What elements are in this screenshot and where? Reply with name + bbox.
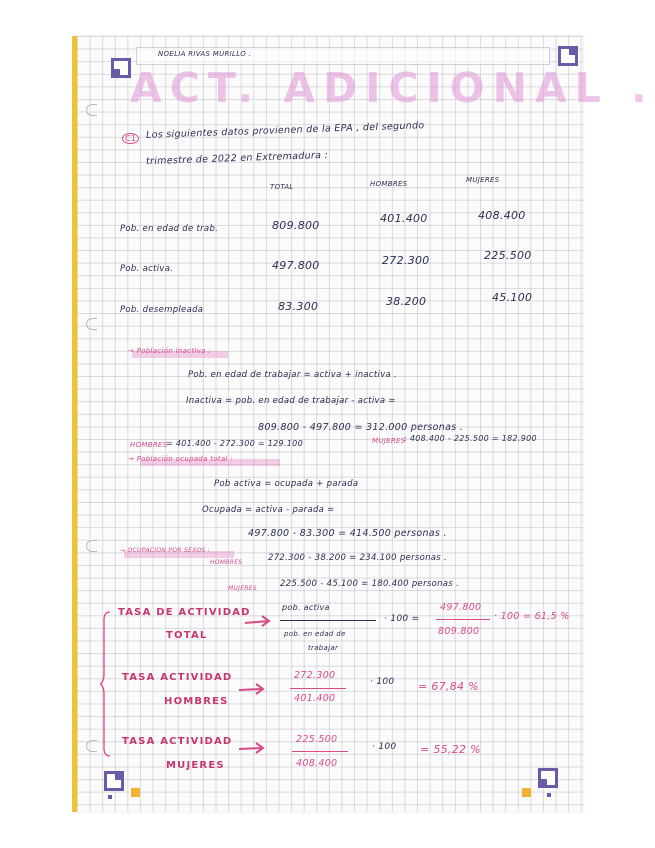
intro-line-1: Los siguientes datos provienen de la EPA , del segundo xyxy=(145,120,425,141)
section-heading-inactiva: → Población inactiva : xyxy=(128,347,211,355)
exercise-number: C1 xyxy=(122,133,139,144)
dot-icon xyxy=(108,795,112,799)
formula: Pob. en edad de trabajar = activa + inactiva . xyxy=(188,370,398,380)
calculation: 497.800 - 83.300 = 414.500 personas . xyxy=(248,528,447,539)
tasa-label: TASA ACTIVIDAD xyxy=(122,672,233,683)
binder-hole xyxy=(86,740,97,752)
label-hombres: HOMBRES xyxy=(210,559,243,566)
tasa-result: = 55,22 % xyxy=(420,743,481,756)
student-name: NOELIA RIVAS MURILLO . xyxy=(158,50,252,58)
binder-hole xyxy=(86,104,97,116)
dot-icon xyxy=(547,793,551,797)
fraction-numerator: 225.500 xyxy=(296,734,338,745)
calculation: 272.300 - 38.200 = 234.100 personas . xyxy=(268,553,448,563)
fraction-numerator: pob. activa xyxy=(282,603,330,612)
binder-hole xyxy=(86,318,97,330)
bracket-icon xyxy=(100,608,112,758)
calculation: 809.800 - 497.800 = 312.000 personas . xyxy=(258,422,464,433)
tasa-label: TOTAL xyxy=(166,630,208,641)
arrow-icon xyxy=(244,614,272,628)
row-label: Pob. desempleada xyxy=(120,305,204,315)
table-cell: 408.400 xyxy=(478,209,526,222)
calculation: 225.500 - 45.100 = 180.400 personas . xyxy=(280,579,460,589)
column-header-total: TOTAL xyxy=(270,183,294,191)
intro-line-2: trimestre de 2022 en Extremadura : xyxy=(145,149,329,168)
corner-marker-icon xyxy=(111,58,131,78)
label-mujeres: MUJERES xyxy=(372,437,406,445)
label-hombres: HOMBRES xyxy=(130,441,168,449)
table-cell: 225.500 xyxy=(484,249,532,262)
section-heading-ocupada: → Población ocupada total : xyxy=(128,455,233,463)
table-cell: 38.200 xyxy=(386,295,427,308)
fraction-bar xyxy=(290,688,346,689)
corner-marker-icon xyxy=(104,771,124,791)
yellow-square-icon xyxy=(131,788,140,797)
table-cell: 809.800 xyxy=(272,219,320,232)
section-heading-sexos: → OCUPACION POR SEXOS : xyxy=(120,547,211,554)
formula: Pob activa = ocupada + parada xyxy=(214,479,359,489)
page-edge xyxy=(72,36,77,812)
formula: Ocupada = activa - parada = xyxy=(202,505,335,515)
corner-marker-icon xyxy=(558,46,578,66)
label-mujeres: MUJERES xyxy=(228,585,257,592)
calculation: = 401.400 - 272.300 = 129.100 xyxy=(166,439,303,448)
yellow-square-icon xyxy=(522,788,531,797)
page-title: ACT. ADICIONAL . xyxy=(130,64,655,112)
multiplier: · 100 = xyxy=(384,614,420,624)
fraction-bar xyxy=(292,751,348,752)
fraction-numerator: 497.800 xyxy=(440,602,482,613)
fraction-denominator: 401.400 xyxy=(294,693,336,704)
column-header-hombres: HOMBRES xyxy=(370,180,408,188)
table-cell: 45.100 xyxy=(492,291,533,304)
multiplier: · 100 xyxy=(372,742,397,752)
table-cell: 401.400 xyxy=(380,212,428,225)
arrow-icon xyxy=(238,682,266,696)
formula: Inactiva = pob. en edad de trabajar - activa = xyxy=(186,396,396,406)
fraction-denominator: trabajar xyxy=(308,644,339,652)
calculation: : 408.400 - 225.500 = 182.900 xyxy=(404,434,537,443)
fraction-bar xyxy=(436,619,490,620)
arrow-icon xyxy=(238,741,266,755)
table-cell: 497.800 xyxy=(272,259,320,272)
fraction-denominator: pob. en edad de xyxy=(284,630,346,638)
table-cell: 272.300 xyxy=(382,254,430,267)
fraction-denominator: 809.800 xyxy=(438,626,480,637)
row-label: Pob. en edad de trab. xyxy=(120,224,219,234)
table-cell: 83.300 xyxy=(278,300,319,313)
tasa-result: · 100 = 61,5 % xyxy=(494,611,570,622)
fraction-bar xyxy=(280,620,376,621)
corner-marker-icon xyxy=(538,768,558,788)
tasa-result: = 67,84 % xyxy=(418,680,479,693)
multiplier: · 100 xyxy=(370,677,395,687)
row-label: Pob. activa. xyxy=(120,264,174,274)
tasa-label: MUJERES xyxy=(166,760,225,771)
fraction-numerator: 272.300 xyxy=(294,670,336,681)
tasa-label: HOMBRES xyxy=(164,696,229,707)
tasa-label: TASA DE ACTIVIDAD xyxy=(118,607,251,618)
binder-hole xyxy=(86,540,97,552)
tasa-label: TASA ACTIVIDAD xyxy=(122,736,233,747)
fraction-denominator: 408.400 xyxy=(296,758,338,769)
column-header-mujeres: MUJERES xyxy=(466,176,500,184)
